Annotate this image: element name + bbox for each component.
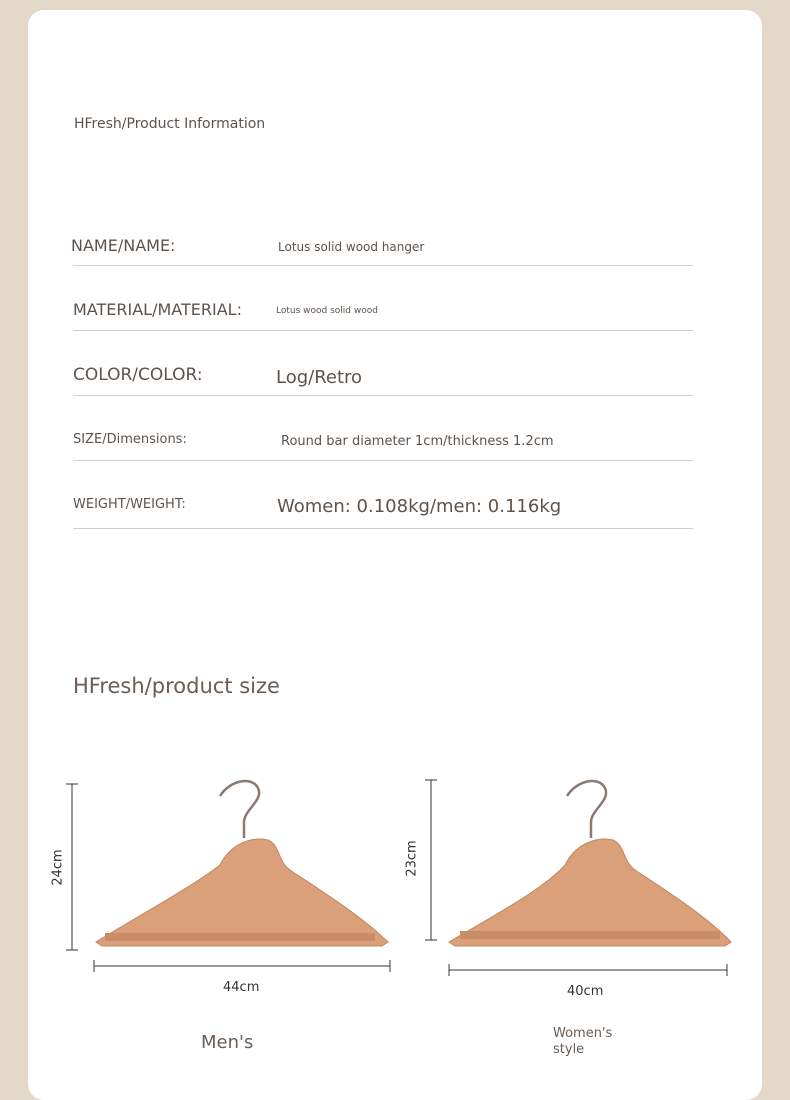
size-value: Round bar diameter 1cm/thickness 1.2cm (281, 434, 554, 449)
weight-label: WEIGHT/WEIGHT: (73, 497, 186, 512)
mens-caption: Men's (201, 1032, 254, 1053)
name-label: NAME/NAME: (71, 236, 176, 255)
product-size-title: HFresh/product size (73, 674, 280, 698)
product-info-title: HFresh/Product Information (74, 116, 266, 132)
mens-width-label: 44cm (223, 980, 260, 995)
material-label: MATERIAL/MATERIAL: (73, 300, 242, 319)
mens-height-label: 24cm (50, 849, 66, 886)
name-value: Lotus solid wood hanger (278, 240, 425, 254)
color-label: COLOR/COLOR: (73, 365, 203, 385)
womens-caption: Women's style (553, 1026, 613, 1057)
weight-value: Women: 0.108kg/men: 0.116kg (277, 496, 562, 517)
divider (73, 330, 693, 331)
womens-width-label: 40cm (567, 984, 604, 999)
divider (73, 395, 693, 396)
size-label: SIZE/Dimensions: (73, 432, 187, 447)
divider (73, 528, 693, 529)
womens-hanger-diagram (415, 770, 745, 980)
divider (73, 460, 693, 461)
material-value: Lotus wood solid wood (276, 306, 378, 316)
womens-height-label: 23cm (404, 840, 420, 877)
color-value: Log/Retro (276, 367, 363, 388)
divider (73, 265, 693, 266)
mens-hanger-diagram (60, 770, 400, 980)
